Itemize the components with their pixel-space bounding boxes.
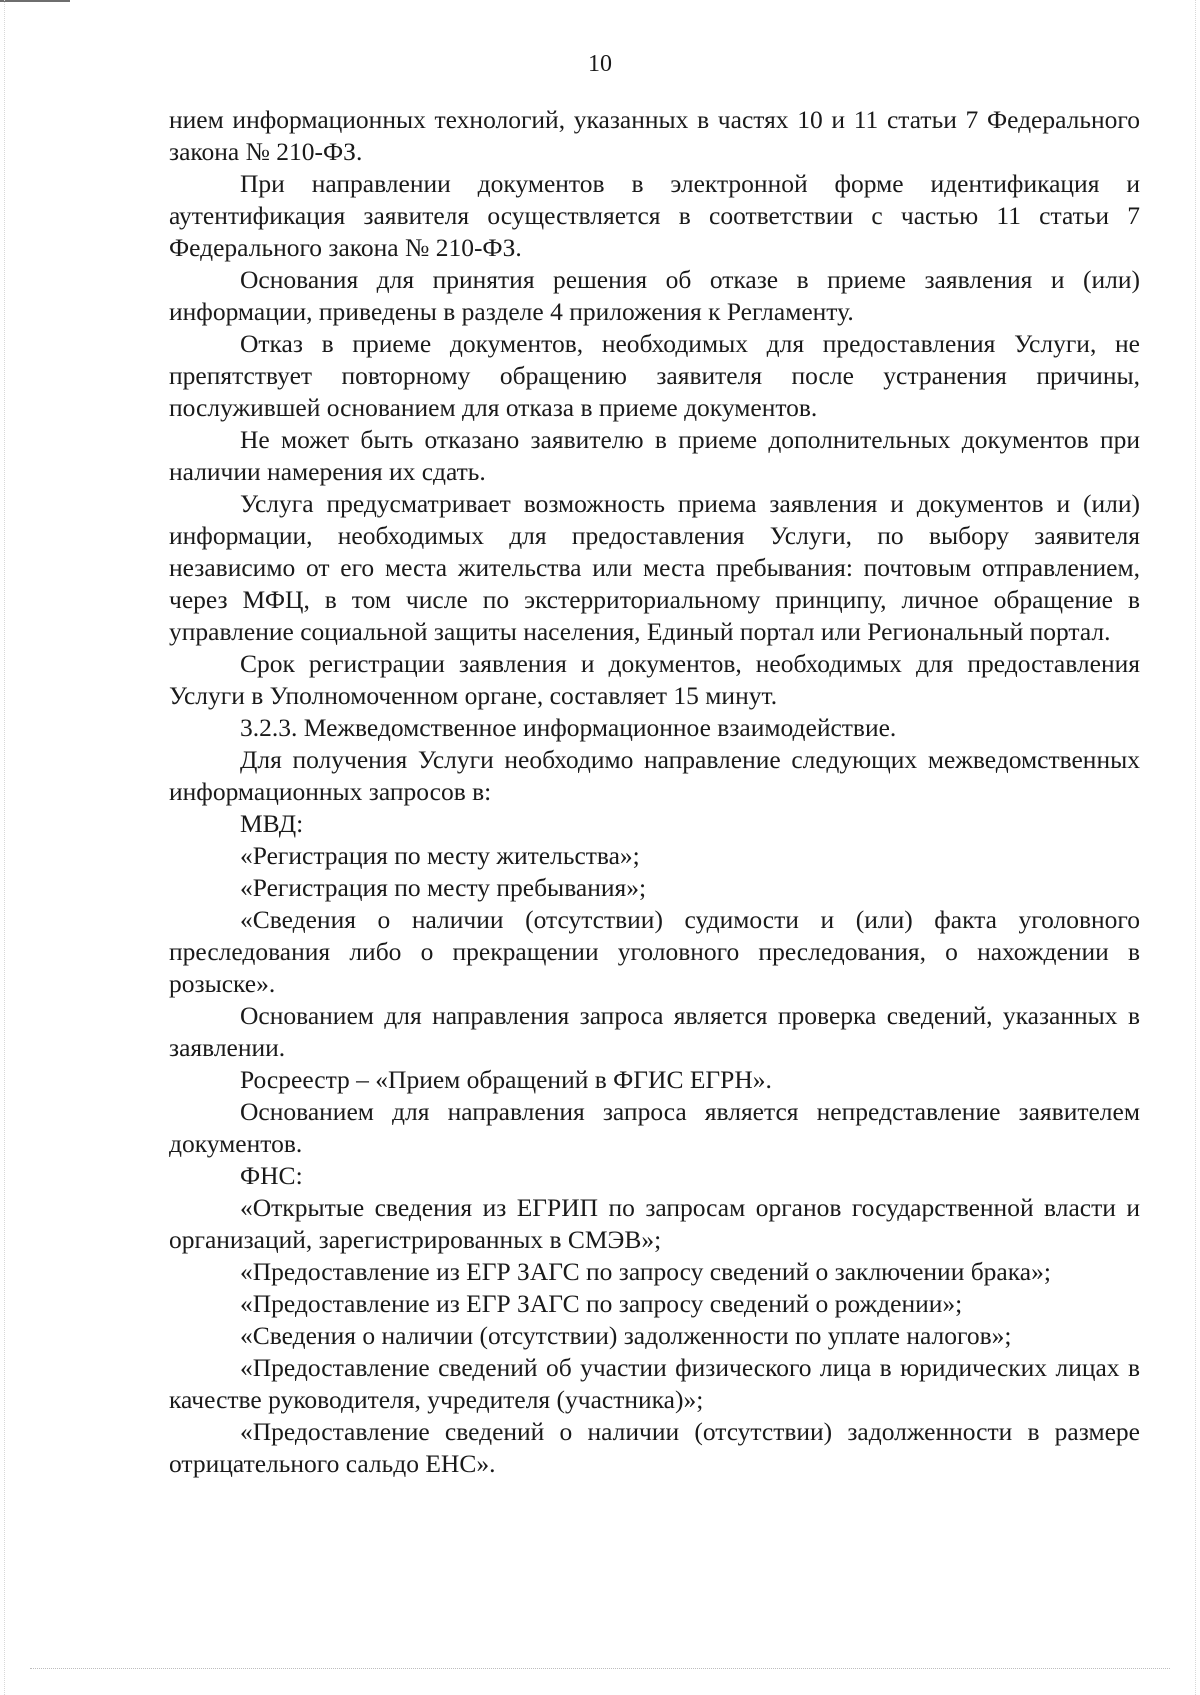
scan-edge-left	[4, 0, 5, 1695]
paragraph: При направлении документов в электронной форме идентификация и аутентификация заявителя осуществляется в соответствии с частью 11 статьи 7 Федерального закона № 210-ФЗ.	[169, 169, 1140, 262]
paragraph: нием информационных технологий, указанных в частях 10 и 11 статьи 7 Федерального закона № 210-ФЗ.	[169, 105, 1140, 166]
document-body	[169, 104, 1140, 1480]
paragraph: Отказ в приеме документов, необходимых для предоставления Услуги, не препятствует повторному обращению заявителя после устранения причины, послужившей основанием для отказа в приеме документов.	[169, 329, 1140, 422]
request-item: «Предоставление из ЕГР ЗАГС по запросу сведений о заключении брака»;	[240, 1257, 1051, 1286]
agency-label-rosreestr: Росреестр – «Прием обращений в ФГИС ЕГРН».	[240, 1065, 772, 1094]
request-item: «Предоставление из ЕГР ЗАГС по запросу сведений о рождении»;	[240, 1289, 963, 1318]
paragraph: Услуга предусматривает возможность приема заявления и документов и (или) информации, необходимых для предоставления Услуги, по выбору заявителя независимо от его места жительства или места пребывания: почтовым отправлением, через МФЦ, в том числе по экстерриториальному принципу, личное обращение в управление социальной защиты населения, Единый портал или Региональный портал.	[169, 489, 1140, 646]
page-number: 10	[588, 51, 612, 77]
request-item: «Сведения о наличии (отсутствии) задолженности по уплате налогов»;	[240, 1321, 1012, 1350]
request-item: «Регистрация по месту пребывания»;	[240, 873, 647, 902]
paragraph: Основанием для направления запроса является непредставление заявителем документов.	[169, 1097, 1140, 1158]
paragraph: Основания для принятия решения об отказе в приеме заявления и (или) информации, приведены в разделе 4 приложения к Регламенту.	[169, 265, 1140, 326]
request-item: «Регистрация по месту жительства»;	[240, 841, 640, 870]
section-heading: 3.2.3. Межведомственное информационное взаимодействие.	[240, 713, 897, 742]
paragraph: Основанием для направления запроса является проверка сведений, указанных в заявлении.	[169, 1001, 1140, 1062]
agency-label-mvd: МВД:	[240, 809, 304, 838]
agency-label-fns: ФНС:	[240, 1161, 303, 1190]
request-item: «Предоставление сведений о наличии (отсутствии) задолженности в размере отрицательного сальдо ЕНС».	[169, 1417, 1140, 1478]
paragraph: Не может быть отказано заявителю в приеме дополнительных документов при наличии намерения их сдать.	[169, 425, 1140, 486]
paragraph: Срок регистрации заявления и документов, необходимых для предоставления Услуги в Уполномоченном органе, составляет 15 минут.	[169, 649, 1140, 710]
request-item: «Открытые сведения из ЕГРИП по запросам органов государственной власти и организаций, зарегистрированных в СМЭВ»;	[169, 1193, 1140, 1254]
request-item: «Предоставление сведений об участии физического лица в юридических лицах в качестве руководителя, учредителя (участника)»;	[169, 1353, 1140, 1414]
request-item: «Сведения о наличии (отсутствии) судимости и (или) факта уголовного преследования либо о прекращении уголовного преследования, о нахождении в розыске».	[169, 905, 1140, 998]
scan-edge-right	[1195, 0, 1196, 1695]
paragraph: Для получения Услуги необходимо направление следующих межведомственных информационных запросов в:	[169, 745, 1140, 806]
scan-corner-mark	[0, 0, 70, 2]
scan-noise-line	[30, 1668, 1170, 1669]
